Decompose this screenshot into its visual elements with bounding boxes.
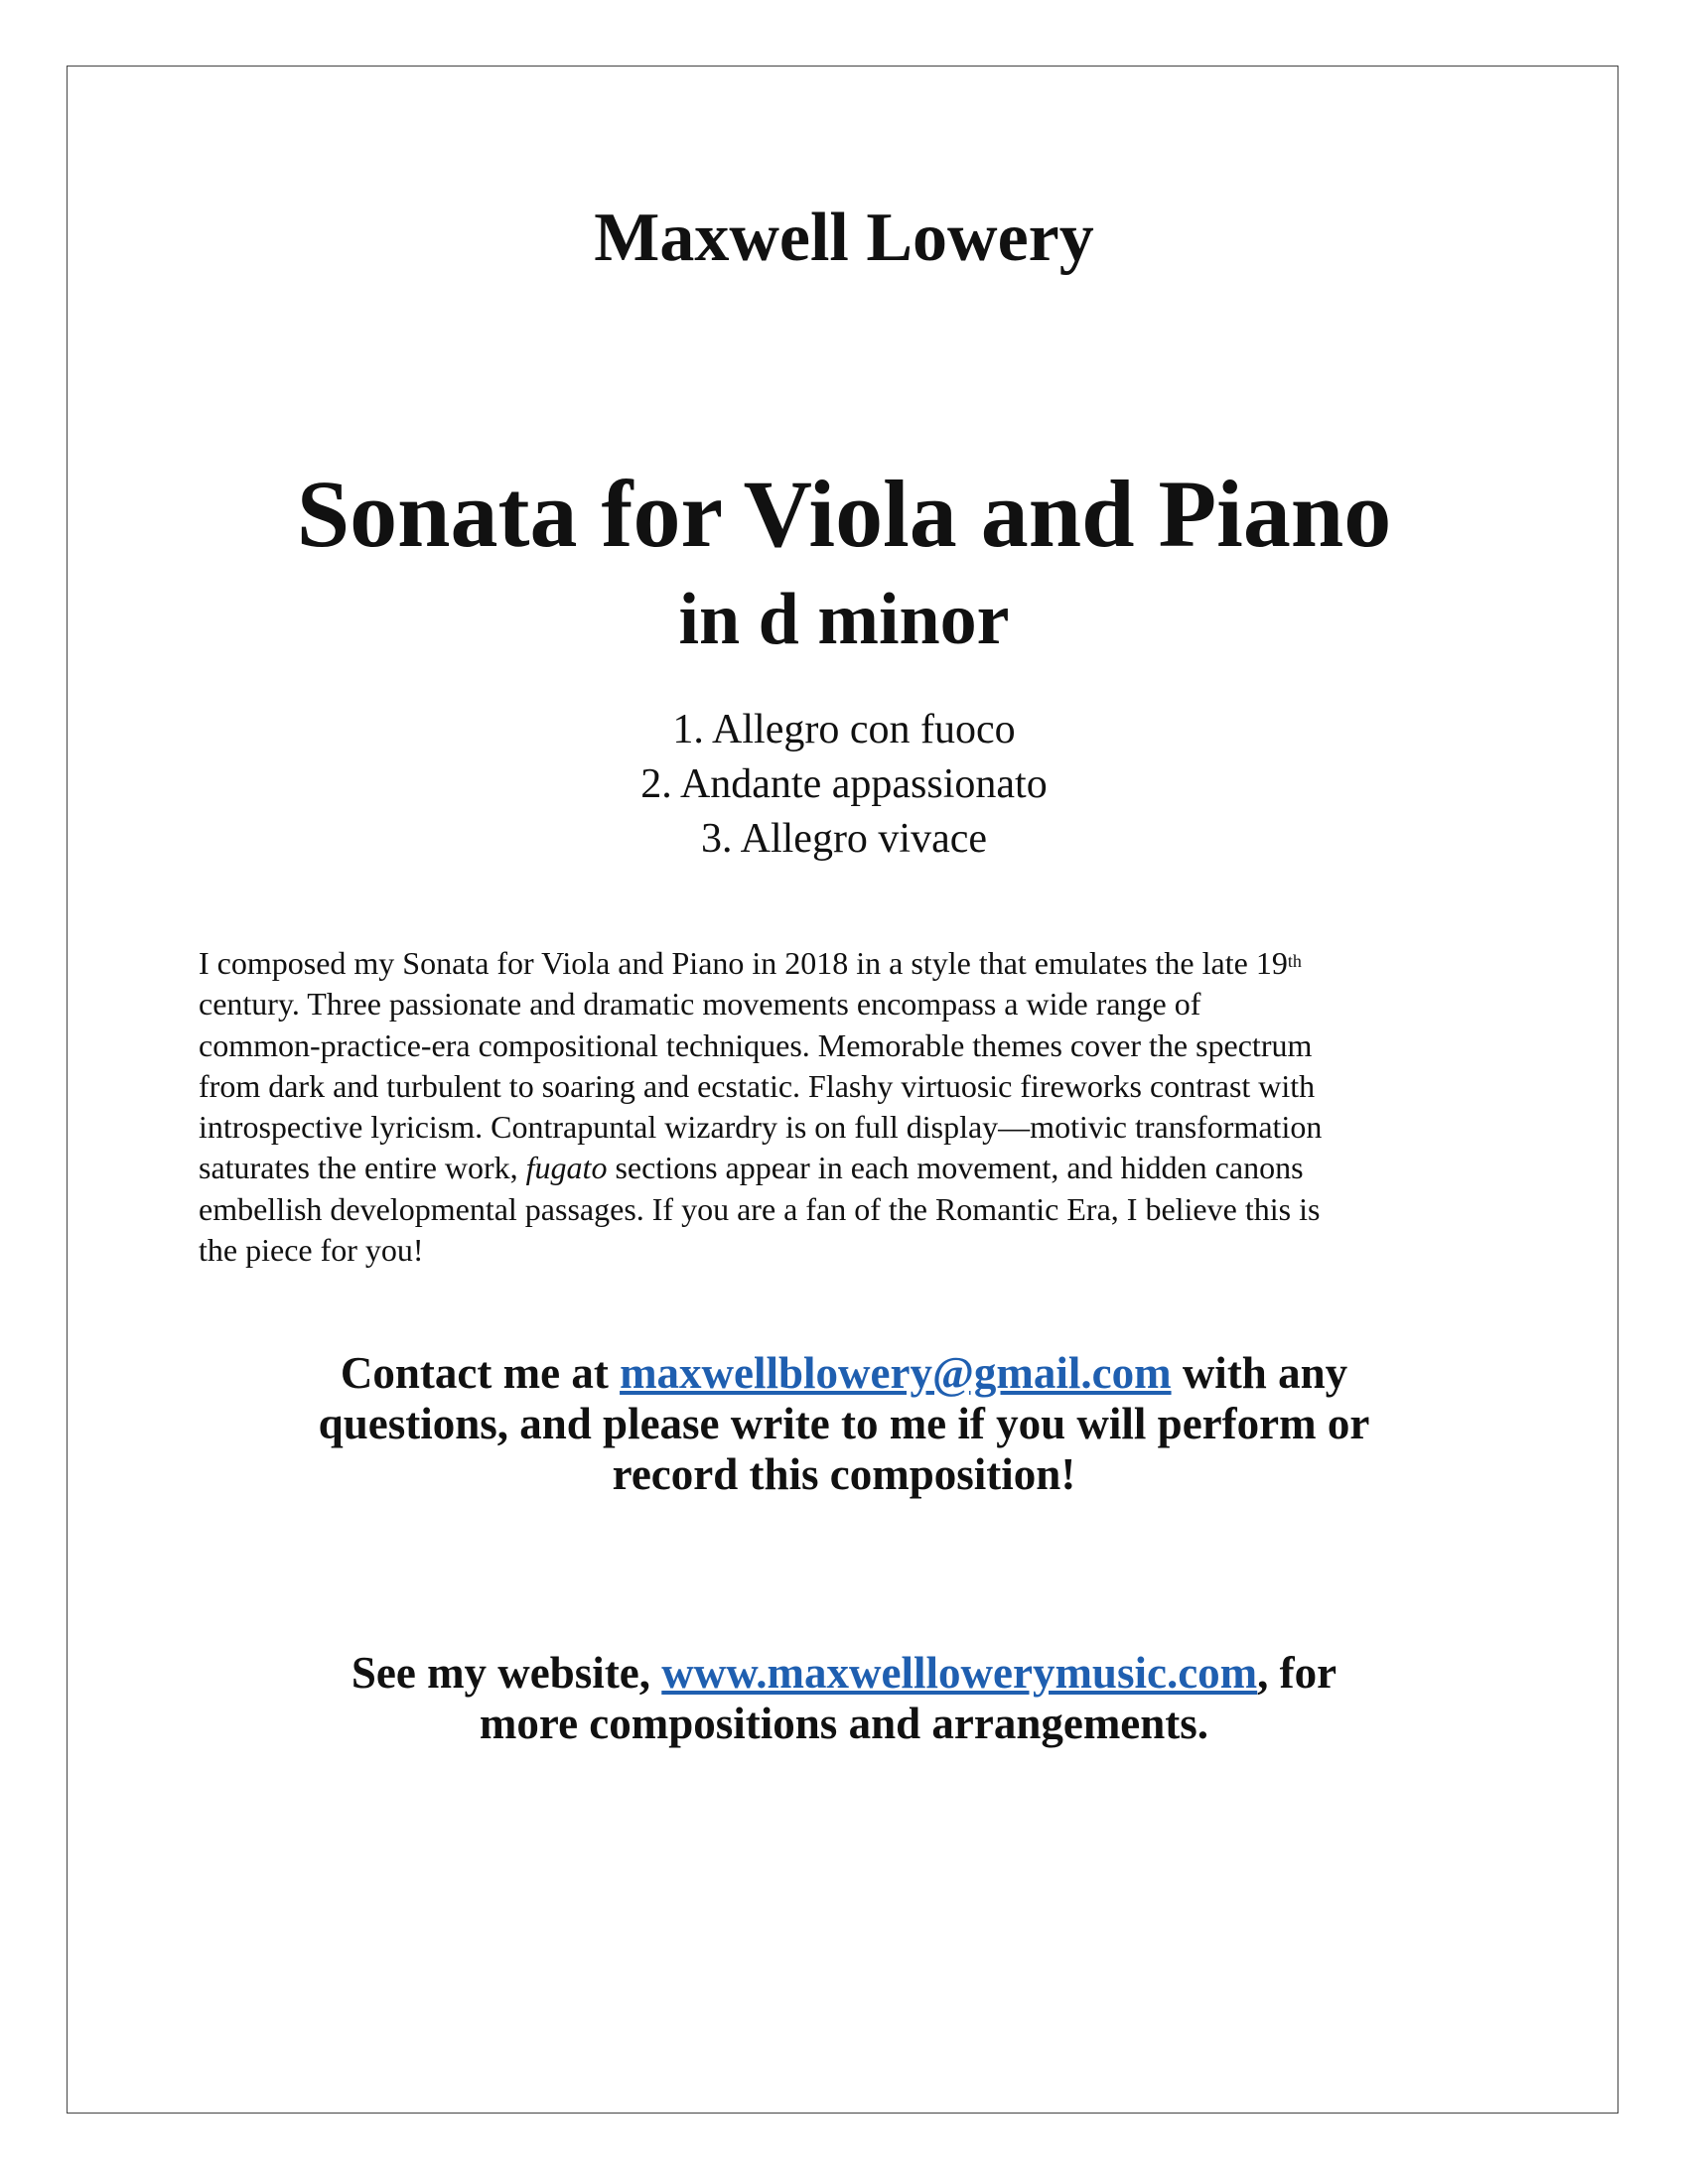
description-line: I composed my Sonata for Viola and Piano in 2018 in a style that emulates the late 19 (199, 945, 1288, 981)
website-line: more compositions and arrangements. (479, 1699, 1209, 1748)
website-link[interactable]: www.maxwelllowerymusic.com (661, 1648, 1258, 1698)
description-line: saturates the entire work, (199, 1150, 526, 1186)
website-section (0, 1648, 1688, 1749)
italic-term: fugato (525, 1150, 608, 1186)
contact-line: questions, and please write to me if you will perform or (318, 1399, 1370, 1448)
movement-item: 2. Andante appassionato (640, 761, 1048, 807)
contact-prefix: Contact me at (340, 1348, 621, 1398)
email-link[interactable]: maxwellblowery@gmail.com (620, 1348, 1172, 1398)
description-line: sections appear in each movement, and hidden canons (607, 1150, 1304, 1186)
description-paragraph (199, 943, 1499, 1271)
page-title: Sonata for Viola and Piano (296, 461, 1392, 567)
superscript: th (1287, 951, 1302, 971)
description-line: from dark and turbulent to soaring and ecstatic. Flashy virtuosic fireworks contrast with (199, 1067, 1316, 1104)
description-line: the piece for you! (199, 1232, 424, 1269)
description-line: common-practice-era compositional techniques. Memorable themes cover the spectrum (199, 1026, 1313, 1063)
website-suffix: , for (1257, 1648, 1337, 1698)
contact-section (0, 1348, 1688, 1500)
contact-line: record this composition! (612, 1449, 1076, 1499)
movement-list (0, 703, 1688, 867)
key-subtitle: in d minor (678, 579, 1010, 660)
contact-suffix: with any (1171, 1348, 1348, 1398)
movement-item: 3. Allegro vivace (700, 816, 988, 862)
website-prefix: See my website, (351, 1648, 662, 1698)
description-line: introspective lyricism. Contrapuntal wizardry is on full display—motivic transformation (199, 1109, 1323, 1146)
description-line: embellish developmental passages. If you are a fan of the Romantic Era, I believe this is (199, 1190, 1321, 1227)
description-line: century. Three passionate and dramatic movements encompass a wide range of (199, 986, 1201, 1023)
composer-name: Maxwell Lowery (594, 200, 1094, 276)
movement-item: 1. Allegro con fuoco (672, 707, 1016, 752)
